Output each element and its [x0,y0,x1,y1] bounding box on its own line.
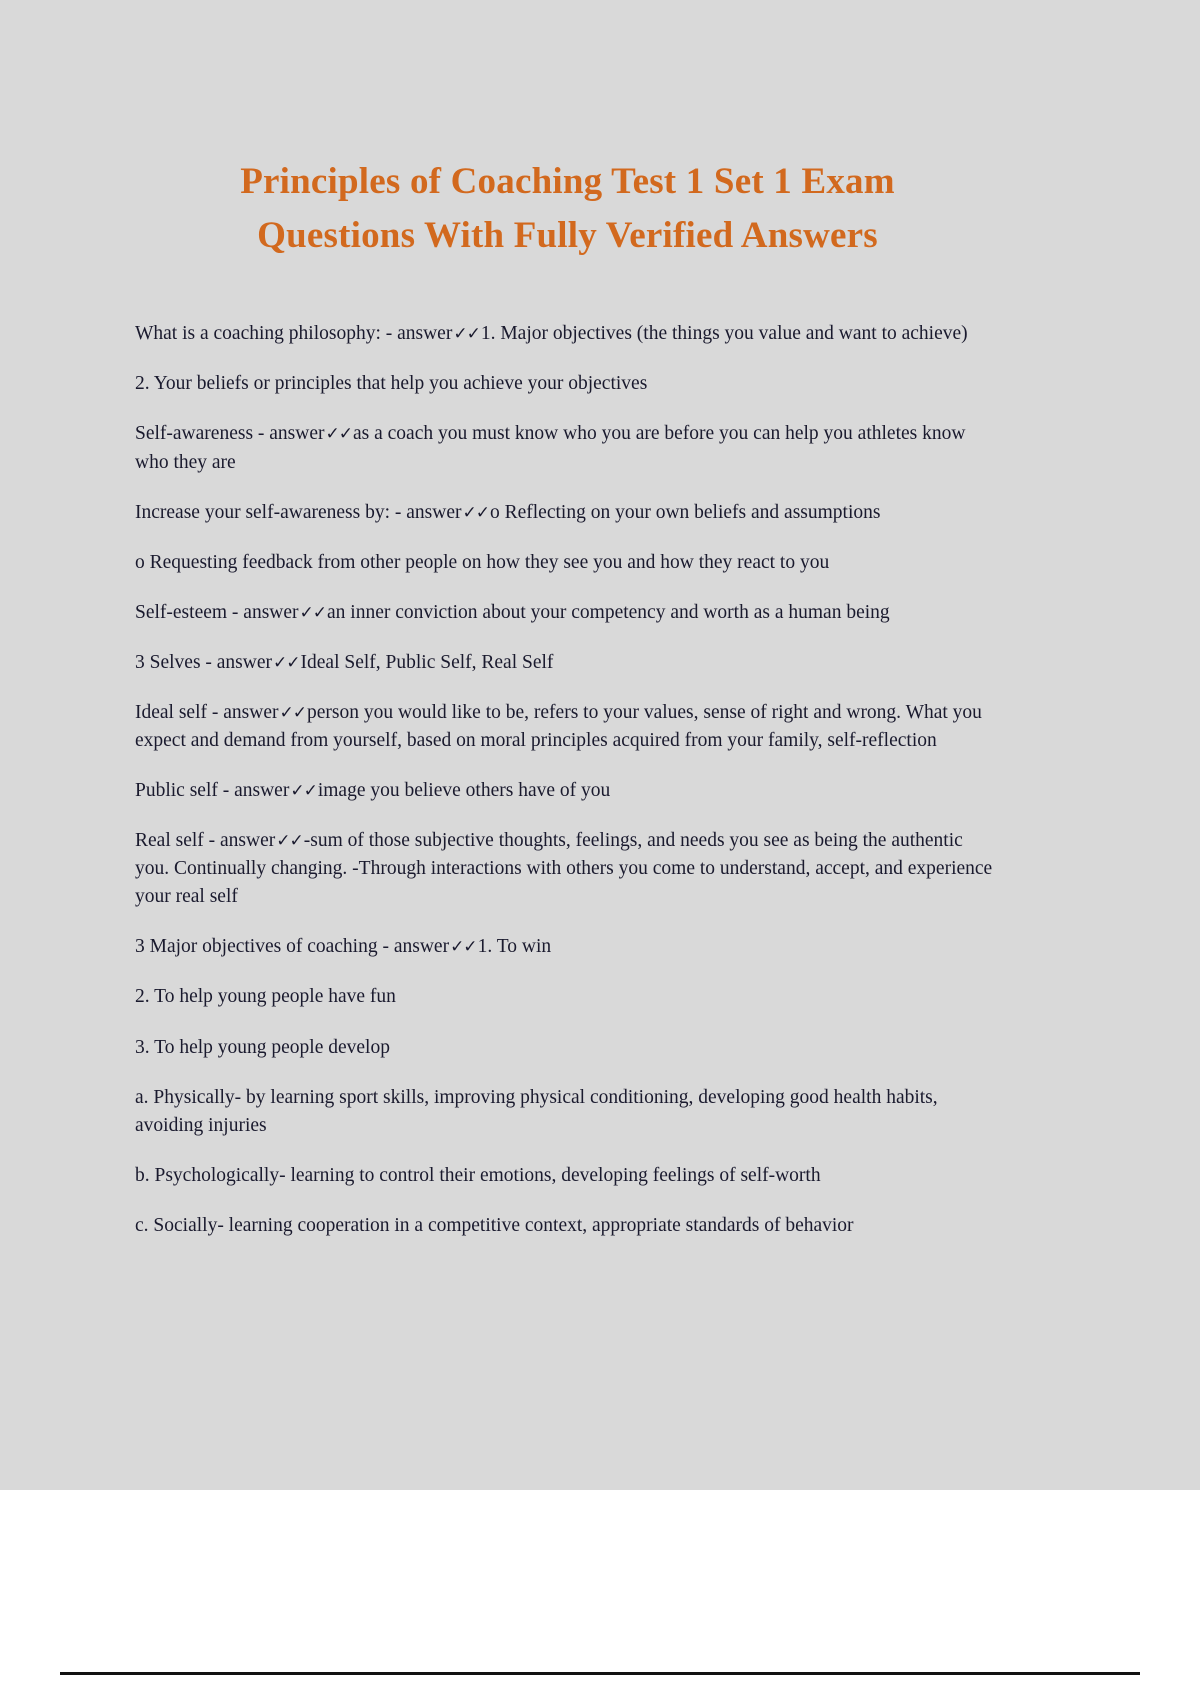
qa-paragraph [135,1212,1000,1240]
qa-paragraph [135,370,1000,398]
answer-text: image you believe others have of you [317,780,611,802]
answer-text: o Reflecting on your own beliefs and assumptions [489,501,881,523]
double-check-icon: ✓✓ [290,781,317,802]
qa-paragraph [135,983,1000,1011]
question-prefix: 3 Selves - answer [135,651,273,673]
qa-paragraph [135,1162,1000,1190]
answer-text: c. Socially- learning cooperation in a competitive context, appropriate standards of behavior [135,1214,854,1236]
double-check-icon: ✓✓ [279,702,306,723]
qa-paragraph [135,777,1000,805]
bottom-divider [60,1672,1140,1675]
page-title: Principles of Coaching Test 1 Set 1 Exam Questions With Fully Verified Answers [240,161,895,256]
double-check-icon: ✓✓ [453,324,480,345]
question-prefix: Ideal self - answer [135,701,279,723]
answer-text: as a coach you must know who you are before you can help you athletes know who they are [135,423,966,473]
double-check-icon: ✓✓ [462,502,489,523]
qa-paragraph [135,699,1000,755]
double-check-icon: ✓✓ [325,424,352,445]
question-prefix: Self-esteem - answer [135,601,299,623]
answer-text: 3. To help young people develop [135,1036,390,1058]
qa-paragraph [135,599,1000,627]
qa-paragraph [135,827,1000,911]
double-check-icon: ✓✓ [299,602,327,623]
answer-text: 2. To help young people have fun [135,986,396,1008]
answer-text: an inner conviction about your competency and worth as a human being [327,601,890,623]
qa-paragraph [135,549,1000,577]
page-bottom-whitespace [0,1490,1200,1675]
answer-text: 2. Your beliefs or principles that help you achieve your objectives [135,373,648,395]
answer-text: -sum of those subjective thoughts, feelings, and needs you see as being the authentic you. Continually changing. -Through interactions with others you come to understand, accept, and experience your real self [135,830,993,908]
qa-paragraph [135,320,1000,348]
page-right-margin [1090,0,1200,1490]
question-prefix: Real self - answer [135,830,276,852]
answer-text: 1. Major objectives (the things you value and want to achieve) [480,323,968,345]
question-prefix: 3 Major objectives of coaching - answer [135,936,450,958]
qa-paragraph [135,933,1000,961]
qa-paragraph [135,1034,1000,1062]
qa-paragraph [135,499,1000,527]
answer-text: a. Physically- by learning sport skills, improving physical conditioning, developing good health habits, avoiding injuries [135,1086,938,1136]
question-prefix: Public self - answer [135,780,290,802]
answer-text: 1. To win [477,936,552,958]
double-check-icon: ✓✓ [450,937,477,958]
answer-text: o Requesting feedback from other people on how they see you and how they react to you [135,551,830,573]
question-prefix: Self-awareness - answer [135,423,325,445]
document-body [0,262,1090,1240]
qa-paragraph [135,649,1000,677]
double-check-icon: ✓✓ [273,652,300,673]
question-prefix: Increase your self-awareness by: - answer [135,501,462,523]
qa-paragraph [135,420,1000,476]
qa-paragraph [135,1084,1000,1140]
answer-text: Ideal Self, Public Self, Real Self [300,651,554,673]
answer-text: person you would like to be, refers to your values, sense of right and wrong. What you expect and demand from yourself, based on moral principles acquired from your family, self-reflection [135,701,982,751]
answer-text: b. Psychologically- learning to control their emotions, developing feelings of self-worth [135,1164,821,1186]
question-prefix: What is a coaching philosophy: - answer [135,323,453,345]
double-check-icon: ✓✓ [276,831,303,852]
